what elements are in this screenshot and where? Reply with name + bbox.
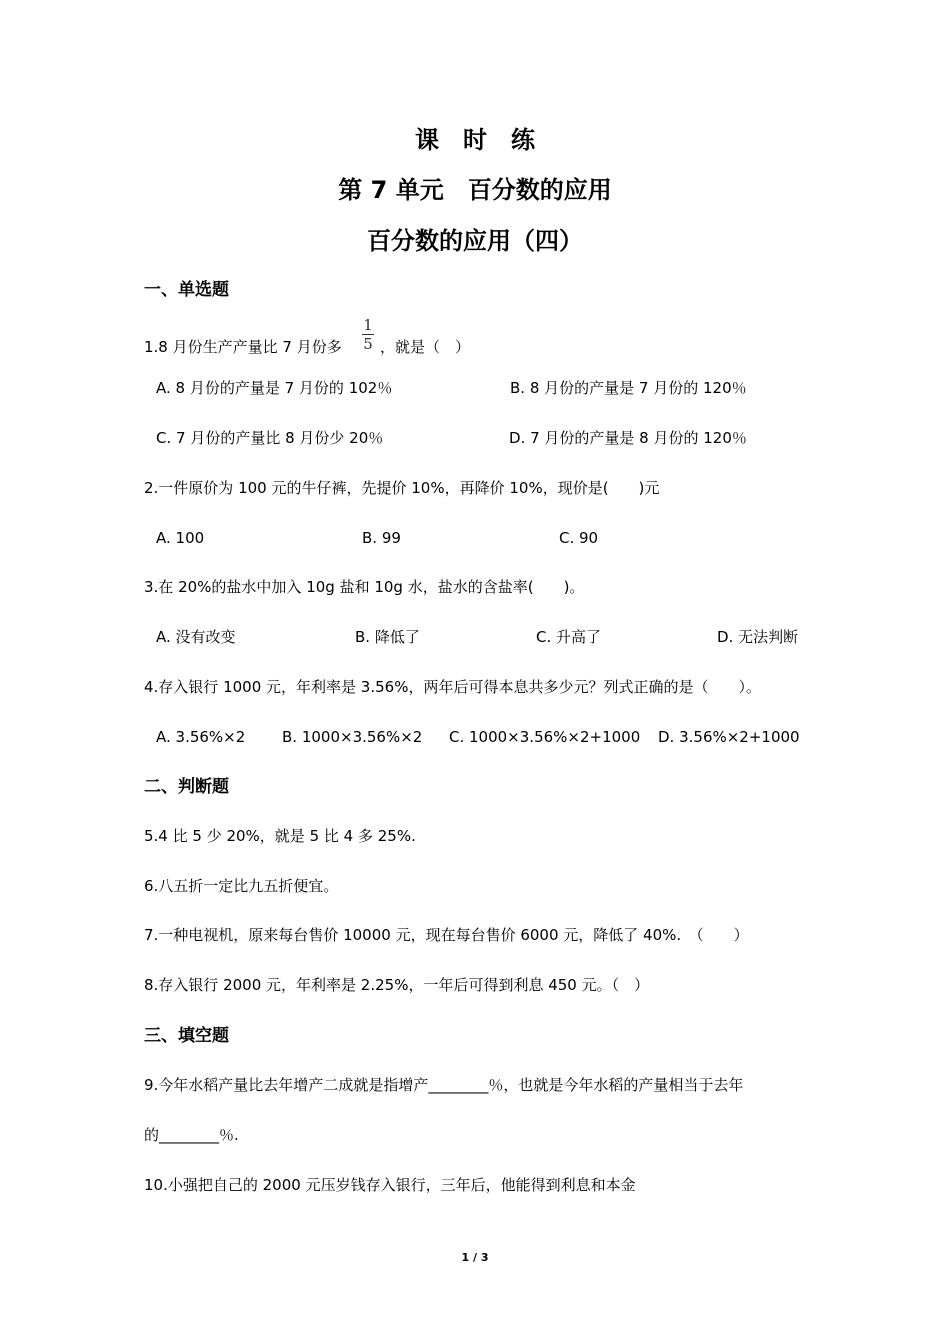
question-3-stem: 3.在 20%的盐水中加入 10g 盐和 10g 水，盐水的含盐率( )。 [144, 578, 585, 596]
question-10-stem: 10.小强把自己的 2000 元压岁钱存入银行，三年后，他能得到利息和本金 [144, 1176, 636, 1194]
question-1-stem-part-a: 1.8 月份生产产量比 7 月份多 [144, 338, 342, 356]
question-2-option-c[interactable]: C. 90 [559, 529, 599, 547]
page-title: 课 时 练 [415, 126, 535, 154]
question-2-stem: 2.一件原价为 100 元的牛仔裤，先提价 10%，再降价 10%，现价是( )元 [144, 479, 660, 497]
question-4-option-d[interactable]: D. 3.56%×2+1000 [658, 728, 800, 746]
question-1-option-b[interactable]: B. 8 月份的产量是 7 月份的 120％ [510, 379, 747, 397]
section-heading-single-choice: 一、单选题 [144, 280, 229, 300]
lesson-title: 百分数的应用（四） [367, 227, 583, 255]
question-4-stem: 4.存入银行 1000 元，年利率是 3.56%，两年后可得本息共多少元？列式正确的是（ ）。 [144, 678, 761, 696]
fraction-denominator: 5 [363, 335, 373, 353]
question-1-stem-part-b: ，就是（ ） [380, 338, 471, 356]
question-1-option-c[interactable]: C. 7 月份的产量比 8 月份少 20％ [156, 429, 384, 447]
page-number: 1 / 3 [461, 1251, 489, 1264]
question-1-option-a[interactable]: A. 8 月份的产量是 7 月份的 102％ [156, 379, 393, 397]
question-4-option-c[interactable]: C. 1000×3.56%×2+1000 [449, 728, 641, 746]
question-4-option-a[interactable]: A. 3.56%×2 [156, 728, 246, 746]
question-3-option-d[interactable]: D. 无法判断 [717, 628, 799, 646]
question-7-stem: 7.一种电视机，原来每台售价 10000 元，现在每台售价 6000 元，降低了 40%. （ ） [144, 926, 749, 944]
fraction-numerator: 1 [363, 316, 373, 334]
question-2-option-a[interactable]: A. 100 [156, 529, 205, 547]
unit-title: 第 7 单元 百分数的应用 [338, 176, 612, 204]
question-4-option-b[interactable]: B. 1000×3.56%×2 [282, 728, 423, 746]
question-3-option-c[interactable]: C. 升高了 [536, 628, 602, 646]
section-heading-true-false: 二、判断题 [144, 777, 229, 797]
question-2-option-b[interactable]: B. 99 [362, 529, 401, 547]
question-1-fraction [360, 316, 376, 356]
question-8-stem: 8.存入银行 2000 元，年利率是 2.25%，一年后可得到利息 450 元。（ ） [144, 976, 650, 994]
question-3-option-b[interactable]: B. 降低了 [355, 628, 420, 646]
section-heading-fill-blank: 三、填空题 [144, 1026, 229, 1046]
question-6-stem: 6.八五折一定比九五折便宜。 [144, 877, 339, 895]
question-1-option-d[interactable]: D. 7 月份的产量是 8 月份的 120％ [509, 429, 747, 447]
question-9-line-1: 9.今年水稻产量比去年增产二成就是指增产________％，也就是今年水稻的产量相当于去年 [144, 1076, 744, 1094]
question-9-line-2: 的________％. [144, 1126, 239, 1144]
question-3-option-a[interactable]: A. 没有改变 [156, 628, 236, 646]
question-5-stem: 5.4 比 5 少 20%，就是 5 比 4 多 25%. [144, 827, 416, 845]
question-1-stem [144, 340, 342, 355]
